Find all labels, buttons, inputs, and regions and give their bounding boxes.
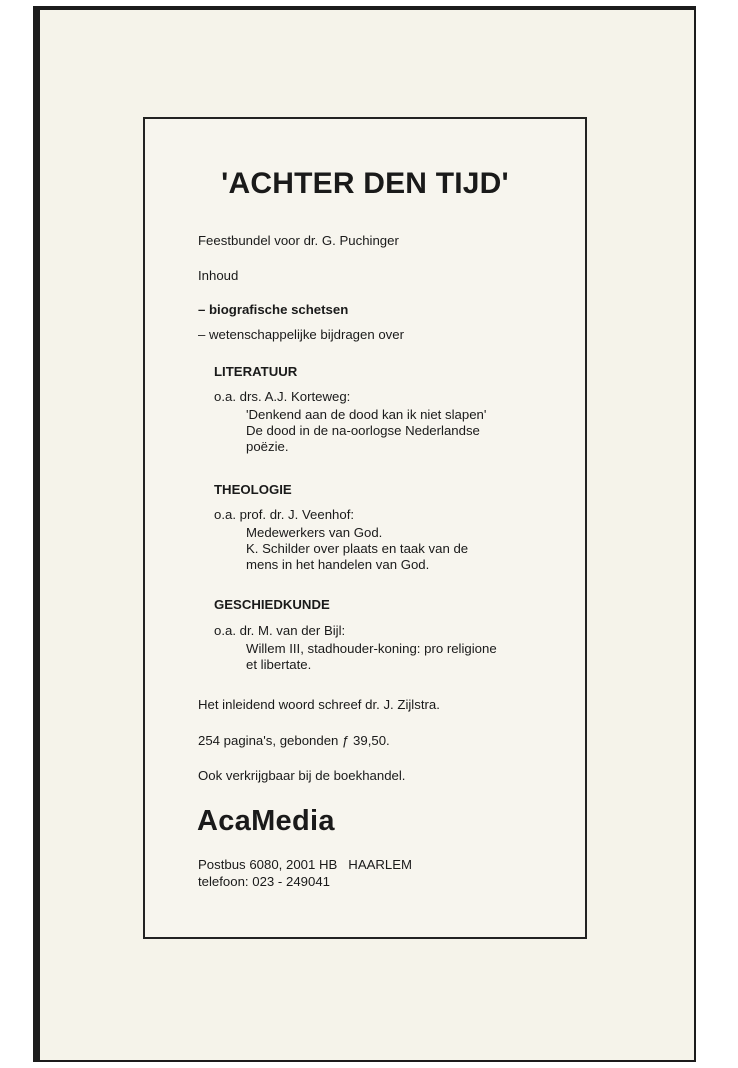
section-line: mens in het handelen van God. [246,557,430,572]
publisher-logo: AcaMedia [197,805,335,837]
section-line: 'Denkend aan de dood kan ik niet slapen' [246,407,487,422]
section-line: et libertate. [246,657,312,672]
publisher-phone: telefoon: 023 - 249041 [198,874,330,889]
section-line: poëzie. [246,439,289,454]
section-heading-geschiedkunde: GESCHIEDKUNDE [214,597,330,612]
section-line: K. Schilder over plaats en taak van de [246,541,469,556]
ad-title: 'ACHTER DEN TIJD' [221,167,509,200]
section-heading-literatuur: LITERATUUR [214,364,298,379]
section-line: Medewerkers van God. [246,525,383,540]
contents-heading: Inhoud [198,268,239,283]
section-line: Willem III, stadhouder-koning: pro religione [246,641,497,656]
intro-line: Het inleidend woord schreef dr. J. Zijlstra. [198,697,440,712]
section-line: De dood in de na-oorlogse Nederlandse [246,423,480,438]
section-author: o.a. dr. M. van der Bijl: [214,623,346,638]
ad-subtitle: Feestbundel voor dr. G. Puchinger [198,233,399,248]
section-author: o.a. prof. dr. J. Veenhof: [214,507,355,522]
section-author: o.a. drs. A.J. Korteweg: [214,389,351,404]
contents-item: – wetenschappelijke bijdragen over [198,327,405,342]
availability-line: Ook verkrijgbaar bij de boekhandel. [198,768,406,783]
advertisement-box [143,117,587,939]
price-line: 254 pagina's, gebonden ƒ 39,50. [198,733,390,748]
publisher-address: Postbus 6080, 2001 HB HAARLEM [198,857,413,872]
section-heading-theologie: THEOLOGIE [214,482,292,497]
contents-item: – biografische schetsen [198,302,349,317]
